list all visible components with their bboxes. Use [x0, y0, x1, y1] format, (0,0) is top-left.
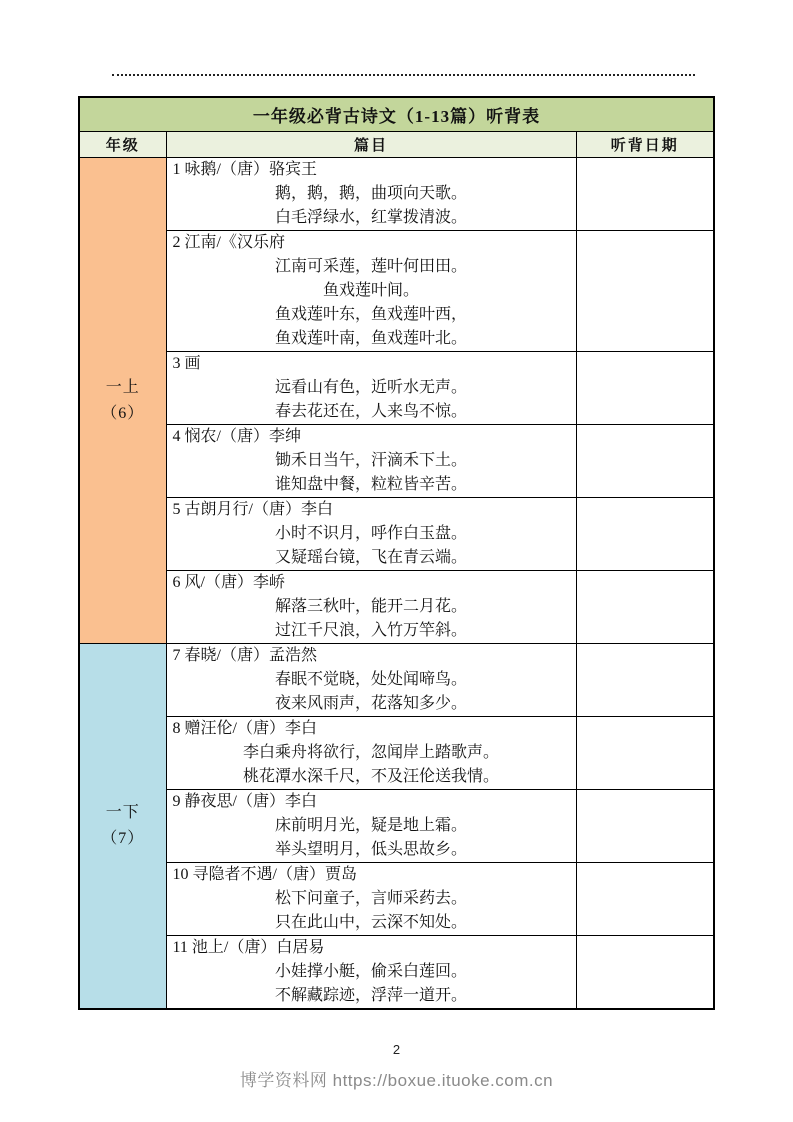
page-number: 2 [392, 1042, 401, 1057]
poem-cell [166, 717, 576, 790]
poem-cell [166, 498, 576, 571]
date-cell [576, 644, 714, 717]
date-cell [576, 158, 714, 231]
poem-line: 小时不识月，呼作白玉盘。 [274, 525, 467, 542]
poem-title: 10 寻隐者不遇/（唐）贾岛 [172, 866, 357, 883]
poem-line: 床前明月光，疑是地上霜。 [274, 817, 467, 834]
poem-row [79, 158, 714, 231]
poem-line: 谁知盘中餐，粒粒皆辛苦。 [274, 476, 467, 493]
poem-title: 3 画 [172, 355, 201, 372]
poem-cell [166, 790, 576, 863]
column-header-row [79, 132, 714, 158]
poem-line: 只在此山中，云深不知处。 [274, 914, 467, 931]
poem-line: 解落三秋叶，能开二月花。 [274, 598, 467, 615]
date-cell [576, 863, 714, 936]
poem-row [79, 790, 714, 863]
poem-row [79, 231, 714, 352]
poem-row [79, 352, 714, 425]
poem-row [79, 571, 714, 644]
poem-line: 鱼戏莲叶东，鱼戏莲叶西， [274, 306, 467, 323]
column-header-titles: 篇目 [166, 132, 576, 158]
poem-line: 不解藏踪迹，浮萍一道开。 [274, 987, 467, 1004]
poem-table-body [79, 158, 714, 1010]
column-header-grade: 年级 [79, 132, 166, 158]
footer-site-link: 博学资料网 https://boxue.ituoke.com.cn [239, 1071, 554, 1090]
poem-cell [166, 231, 576, 352]
poem-line: 白毛浮绿水，红掌拨清波。 [274, 209, 467, 226]
table-title-row [79, 97, 714, 132]
poem-cell [166, 644, 576, 717]
poem-line: 锄禾日当午，汗滴禾下土。 [274, 452, 467, 469]
poem-line: 鱼戏莲叶南，鱼戏莲叶北。 [274, 330, 467, 347]
date-cell [576, 425, 714, 498]
poem-cell [166, 571, 576, 644]
poem-row [79, 717, 714, 790]
poem-row [79, 936, 714, 1010]
header-dotted-rule [112, 74, 695, 76]
poem-line: 夜来风雨声，花落知多少。 [274, 695, 467, 712]
poem-title: 9 静夜思/（唐）李白 [172, 793, 317, 810]
poem-title: 11 池上/（唐）白居易 [172, 939, 325, 956]
poem-cell [166, 863, 576, 936]
date-cell [576, 936, 714, 1010]
poem-line: 松下问童子，言师采药去。 [274, 890, 467, 907]
poem-title: 2 江南/《汉乐府 [172, 234, 285, 251]
date-cell [576, 498, 714, 571]
poem-line: 远看山有色，近听水无声。 [274, 379, 467, 396]
poem-line: 鱼戏莲叶间。 [322, 282, 419, 299]
grade-count: （7） [101, 830, 145, 847]
poem-line: 过江千尺浪，入竹万竿斜。 [274, 622, 467, 639]
date-cell [576, 571, 714, 644]
poem-cell [166, 425, 576, 498]
date-cell [576, 790, 714, 863]
poem-title: 4 悯农/（唐）李绅 [172, 428, 301, 445]
poem-row [79, 498, 714, 571]
poem-line: 又疑瑶台镜，飞在青云端。 [274, 549, 467, 566]
poem-row [79, 425, 714, 498]
poem-title: 1 咏鹅/（唐）骆宾王 [172, 161, 317, 178]
poem-table [78, 96, 715, 1010]
poem-line: 春去花还在，人来鸟不惊。 [274, 403, 467, 420]
date-cell [576, 352, 714, 425]
grade-label: 一下 [105, 804, 140, 821]
date-cell [576, 717, 714, 790]
grade-cell [79, 644, 166, 1010]
grade-count: （6） [101, 404, 145, 422]
poem-cell [166, 936, 576, 1010]
poem-row [79, 644, 714, 717]
table-title: 一年级必背古诗文（1-13篇）听背表 [79, 97, 714, 132]
poem-cell [166, 158, 576, 231]
poem-title: 5 古朗月行/（唐）李白 [172, 501, 333, 518]
poem-cell [166, 352, 576, 425]
poem-line: 李白乘舟将欲行，忽闻岸上踏歌声。 [242, 744, 499, 761]
grade-cell [79, 158, 166, 644]
poem-title: 6 风/（唐）李峤 [172, 574, 285, 591]
grade-label: 一上 [105, 378, 140, 396]
poem-row [79, 863, 714, 936]
poem-line: 桃花潭水深千尺，不及汪伦送我情。 [242, 768, 499, 785]
poem-title: 7 春晓/（唐）孟浩然 [172, 647, 317, 664]
poem-line: 小娃撑小艇，偷采白莲回。 [274, 963, 467, 980]
poem-line: 江南可采莲，莲叶何田田。 [274, 258, 467, 275]
poem-title: 8 赠汪伦/（唐）李白 [172, 720, 317, 737]
poem-line: 春眠不觉晓，处处闻啼鸟。 [274, 671, 467, 688]
date-cell [576, 231, 714, 352]
poem-line: 举头望明月，低头思故乡。 [274, 841, 467, 858]
column-header-date: 听背日期 [576, 132, 714, 158]
poem-line: 鹅，鹅，鹅，曲项向天歌。 [274, 185, 467, 202]
